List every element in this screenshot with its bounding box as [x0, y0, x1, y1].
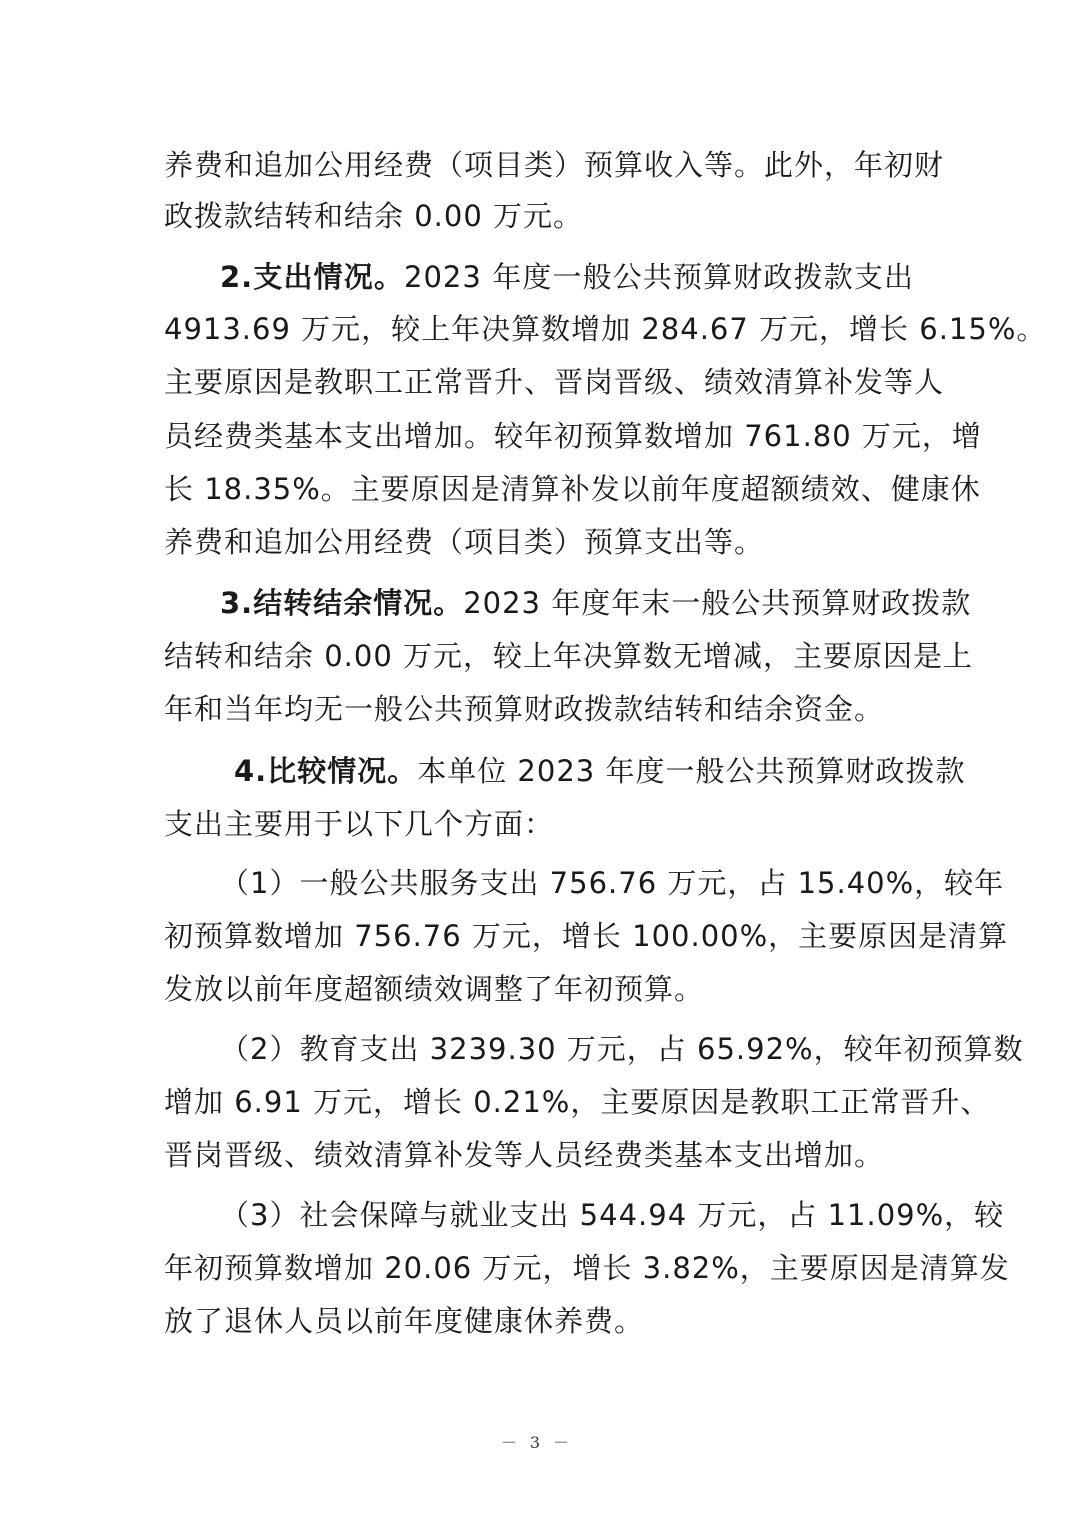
- line-text: 晋岗晋级、绩效清算补发等人员经费类基本支出增加。: [164, 1138, 885, 1172]
- line-text: 年初预算数增加 20.06 万元，增长 3.82%，主要原因是清算发: [164, 1251, 1010, 1285]
- page-number: － 3 －: [500, 1433, 574, 1452]
- section-heading: 3.结转结余情况。: [220, 586, 464, 620]
- line-text: 养费和追加公用经费（项目类）预算收入等。此外，年初财: [164, 148, 945, 182]
- text-line: [164, 1077, 991, 1127]
- text-line: [164, 191, 583, 241]
- line-text: （1）一般公共服务支出 756.76 万元，占 15.40%，较年: [220, 866, 1005, 900]
- text-line: [164, 631, 974, 681]
- text-line: [164, 304, 1047, 354]
- section-heading: 4.比较情况。: [234, 754, 418, 788]
- item-line: [220, 1024, 1024, 1074]
- line-text: 年和当年均无一般公共预算财政拨款结转和结余资金。: [164, 692, 885, 726]
- text-line: [164, 411, 982, 461]
- text-line: [164, 911, 1009, 961]
- line-text: 初预算数增加 756.76 万元，增长 100.00%，主要原因是清算: [164, 919, 1009, 953]
- line-text: 结转和结余 0.00 万元，较上年决算数无增减，主要原因是上: [164, 639, 974, 673]
- section-heading-line: [234, 746, 966, 796]
- line-text: 长 18.35%。主要原因是清算补发以前年度超额绩效、健康休: [164, 472, 981, 506]
- line-text: 养费和追加公用经费（项目类）预算支出等。: [164, 525, 765, 559]
- line-text: 政拨款结转和结余 0.00 万元。: [164, 199, 584, 233]
- text-line: [164, 464, 981, 514]
- line-text: 放了退休人员以前年度健康休养费。: [164, 1304, 645, 1338]
- text-line: [164, 517, 764, 567]
- text-line: [164, 964, 704, 1014]
- item-line: [220, 858, 1005, 908]
- section-heading: 2.支出情况。: [220, 260, 405, 294]
- text-line: [164, 684, 884, 734]
- text-line: [164, 140, 945, 190]
- section-heading-line: [220, 578, 972, 628]
- line-text: 2023 年度一般公共预算财政拨款支出: [404, 260, 914, 294]
- line-text: （2）教育支出 3239.30 万元，占 65.92%，较年初预算数: [220, 1032, 1024, 1066]
- section-heading-line: [220, 252, 914, 302]
- text-line: [164, 1243, 1010, 1293]
- line-text: 4913.69 万元，较上年决算数增加 284.67 万元，增长 6.15%。: [164, 312, 1047, 346]
- line-text: 主要原因是教职工正常晋升、晋岗晋级、绩效清算补发等人: [164, 365, 945, 399]
- line-text: 员经费类基本支出增加。较年初预算数增加 761.80 万元，增: [164, 419, 982, 453]
- text-line: [164, 1130, 884, 1180]
- text-line: [164, 1296, 644, 1346]
- line-text: （3）社会保障与就业支出 544.94 万元，占 11.09%，较: [220, 1198, 1005, 1232]
- line-text: 支出主要用于以下几个方面：: [164, 807, 555, 841]
- line-text: 本单位 2023 年度一般公共预算财政拨款: [417, 754, 966, 788]
- text-line: [164, 799, 554, 849]
- item-line: [220, 1190, 1005, 1240]
- line-text: 增加 6.91 万元，增长 0.21%，主要原因是教职工正常晋升、: [164, 1085, 991, 1119]
- line-text: 2023 年度年末一般公共预算财政拨款: [463, 586, 972, 620]
- text-line: [164, 357, 945, 407]
- line-text: 发放以前年度超额绩效调整了年初预算。: [164, 972, 705, 1006]
